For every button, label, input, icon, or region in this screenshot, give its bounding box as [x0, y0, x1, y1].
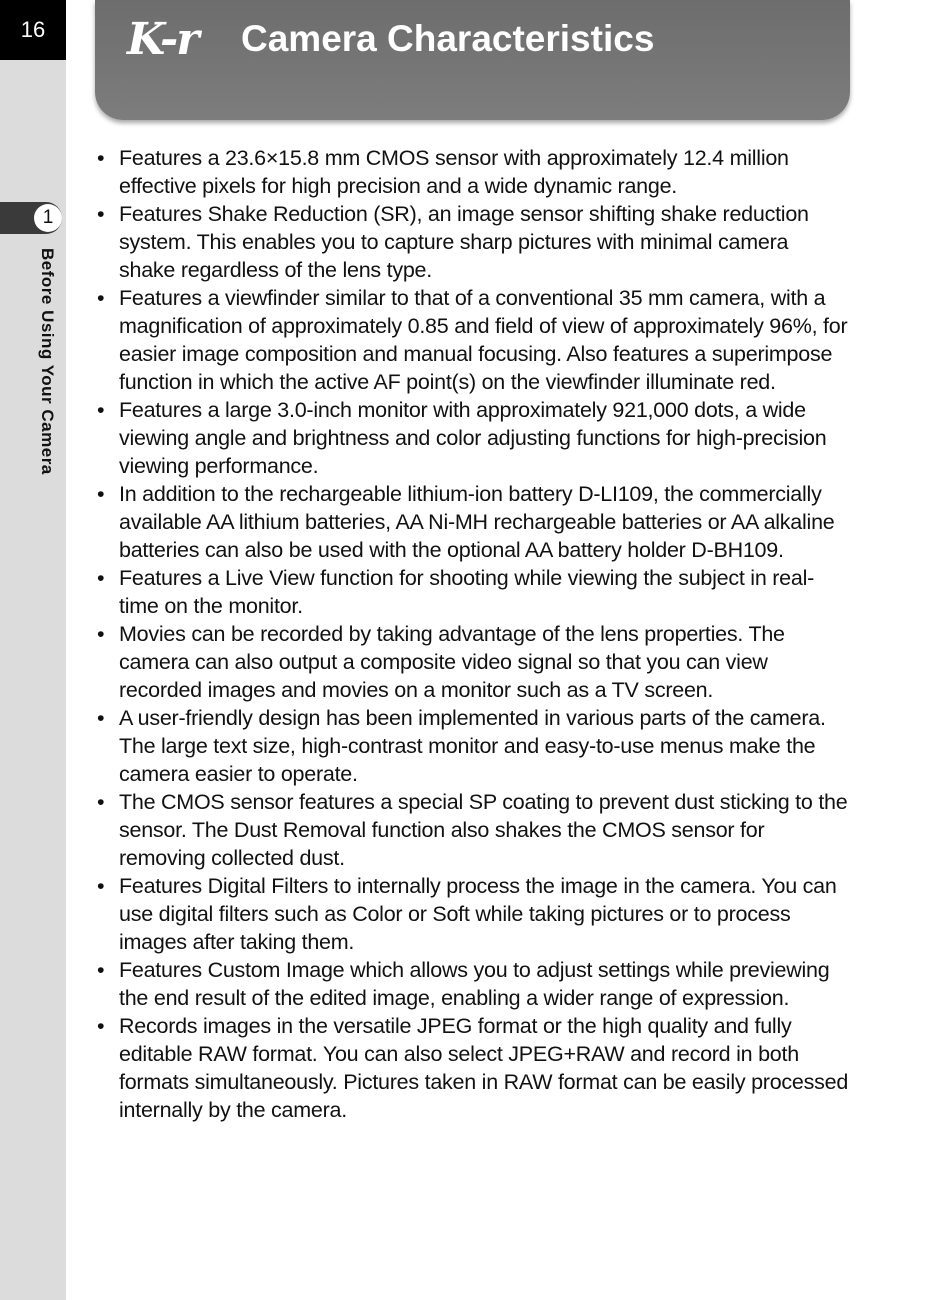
- list-item-text: Records images in the versatile JPEG format or the high quality and fully editable RAW format. You can also select JPEG+RAW and record in both formats simultaneously. Pictures taken in RAW format can be easily processed internally by the camera.: [119, 1014, 849, 1122]
- list-item-text: Features Shake Reduction (SR), an image sensor shifting shake reduction system. This enables you to capture sharp pictures with minimal camera shake regardless of the lens type.: [119, 202, 809, 282]
- list-item: [97, 564, 849, 620]
- list-item-text: Features a large 3.0-inch monitor with approximately 921,000 dots, a wide viewing angle and brightness and color adjusting functions for high-precision viewing performance.: [119, 398, 827, 478]
- bullet: •: [97, 398, 105, 422]
- list-item-text: Features a 23.6×15.8 mm CMOS sensor with approximately 12.4 million effective pixels for high precision and a wide dynamic range.: [119, 146, 789, 198]
- list-item: [97, 872, 849, 956]
- list-item: [97, 956, 849, 1012]
- list-item-text: Features Digital Filters to internally process the image in the camera. You can use digital filters such as Color or Soft while taking pictures or to process images after taking them.: [119, 874, 837, 954]
- list-item: [97, 284, 849, 396]
- kr-logo: K-r: [127, 13, 198, 65]
- list-item: [97, 1012, 849, 1124]
- list-item-text: Features a Live View function for shooting while viewing the subject in real-time on the monitor.: [119, 566, 815, 618]
- list-item: [97, 396, 849, 480]
- bullet: •: [97, 482, 105, 506]
- bullet: •: [97, 1014, 105, 1038]
- bullet: •: [97, 146, 105, 170]
- chapter-number: 1: [34, 204, 62, 232]
- bullet: •: [97, 874, 105, 898]
- list-item-text: Features a viewfinder similar to that of a conventional 35 mm camera, with a magnification of approximately 0.85 and field of view of approximately 96%, for easier image composition and manual focusing. Also features a superimpose function in which the active AF point(s) on the viewfinder illuminate red.: [119, 286, 848, 394]
- page-title: Camera Characteristics: [241, 18, 655, 59]
- bullet: •: [97, 622, 105, 646]
- list-item-text: A user-friendly design has been implemented in various parts of the camera. The large text size, high-contrast monitor and easy-to-use menus make the camera easier to operate.: [119, 706, 826, 786]
- side-band: [0, 0, 66, 1300]
- bullet: •: [97, 790, 105, 814]
- list-item-text: The CMOS sensor features a special SP coating to prevent dust sticking to the sensor. The Dust Removal function also shakes the CMOS sensor for removing collected dust.: [119, 790, 848, 870]
- page-number: 16: [0, 0, 66, 60]
- list-item-text: Features Custom Image which allows you to adjust settings while previewing the end result of the edited image, enabling a wider range of expression.: [119, 958, 830, 1010]
- features-list: [97, 144, 849, 1124]
- list-item-text: Movies can be recorded by taking advantage of the lens properties. The camera can also output a composite video signal so that you can view recorded images and movies on a monitor such as a TV screen.: [119, 622, 785, 702]
- list-item: [97, 788, 849, 872]
- list-item: [97, 620, 849, 704]
- list-item-text: In addition to the rechargeable lithium-ion battery D-LI109, the commercially available AA lithium batteries, AA Ni-MH rechargeable batteries or AA alkaline batteries can also be used with the optional AA battery holder D-BH109.: [119, 482, 835, 562]
- bullet: •: [97, 958, 105, 982]
- list-item: [97, 704, 849, 788]
- list-item: [97, 200, 849, 284]
- bullet: •: [97, 566, 105, 590]
- list-item: [97, 144, 849, 200]
- list-item: [97, 480, 849, 564]
- bullet: •: [97, 202, 105, 226]
- bullet: •: [97, 706, 105, 730]
- bullet: •: [97, 286, 105, 310]
- chapter-title: Before Using Your Camera: [38, 248, 57, 475]
